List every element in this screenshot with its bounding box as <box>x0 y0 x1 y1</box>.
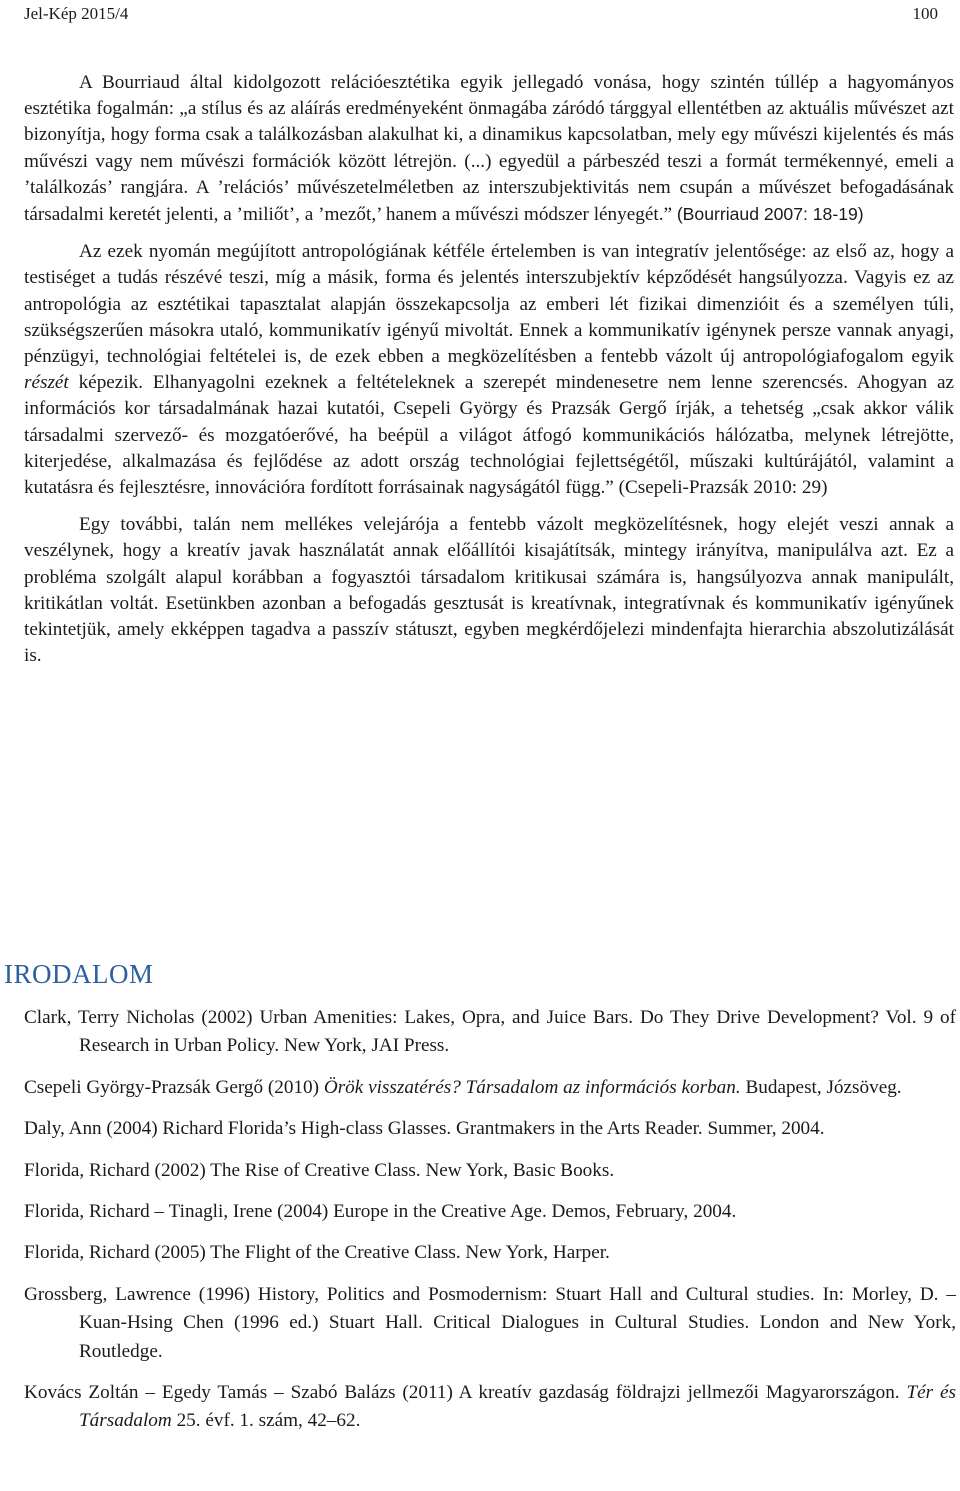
reference-part: Budapest, Józsöveg. <box>740 1076 902 1098</box>
main-text <box>24 70 954 680</box>
paragraph-2-part-b: képezik. Elhanyagolni ezeknek a feltételeknek a szerepét mindenesetre nem lenne szerencsés. Ahogyan az információs kor társadalmának hazai kutatói, Csepeli György és Prazsák Gergő írják, a tehetség „csak akkor válik társadalmi szervező- és mozgatóerővé, ha beépül a világot átfogó kommunikációs hálózatba, melynek létrejötte, kiterjedése, alkalmazása és fejlődése az adott ország technológiai fejlettségétől, műszaki kultúrájától, valamint a kutatásra és fejlesztésre, innovációra fordított forrásainak nagyságától függ.” (Csepeli-Prazsák 2010: 29) <box>24 372 954 499</box>
reference-part: Csepeli György-Prazsák Gergő (2010) <box>24 1076 324 1098</box>
page-number: 100 <box>912 4 938 23</box>
reference-part: Kovács Zoltán – Egedy Tamás – Szabó Balázs (2011) A kreatív gazdaság földrajzi jellmezői Magyarországon. <box>24 1382 907 1404</box>
reference-entry: Florida, Richard (2005) The Flight of the Creative Class. New York, Harper. <box>24 1242 610 1264</box>
reference-entry: Florida, Richard (2002) The Rise of Creative Class. New York, Basic Books. <box>24 1159 615 1181</box>
reference-entry: Grossberg, Lawrence (1996) History, Politics and Posmodernism: Stuart Hall and Cultural studies. In: Morley, D. – Kuan-Hsing Chen (1996 ed.) Stuart Hall. Critical Dialogues in Cultural Studies. London and New York, Routledge. <box>24 1283 956 1362</box>
paragraph-2 <box>24 239 954 501</box>
paragraph-3: Egy további, talán nem mellékes velejárója a fentebb vázolt megközelítésnek, hogy elejét veszi annak a veszélynek, hogy a kreatív javak használatát annak előállítói kisajátítsák, mintegy irányítva, manipulálva azt. Ez a probléma szolgált alapul korábban a fogyasztói társadalom kritikusai számára is, hangsúlyozva annak manipulált, kritikátlan voltát. Esetünkben azonban a befogadás gesztusát is kreatívnak, integratívnak és kommunikatív igényűnek tekintetjük, amely ekképpen tagadva a passzív státuszt, egyben megkérdőjelezi mindenfajta hierarchia abszolutizálását is. <box>24 514 954 667</box>
bourriaud-quote: A Bourriaud által kidolgozott relációesztétika egyik jellegadó vonása, hogy szintén túllép a hagyományos esztétika fogalmán: „a stílus és az aláírás eredményeként önmagába záródó tárggyal ellentétben az aktuális művészet azt bizonyítja, hogy forma csak a találkozásban alakulhat ki, a dinamikus kapcsolatban, mely egy művészi kijelentés és más művészi vagy nem művészi formációk között létrejön. (...) egyedül a párbeszéd teszi a formát termékennyé, emeli a ’találkozás’ rangjára. A ’relációs’ művészetelméletben az interszubjektivitás nem csupán a művészet befogadásának társadalmi keretét jelenti, a ’miliőt’, a ’mezőt,’ hanem a művészi módszer lényegét.” <box>24 72 954 226</box>
reference-title-italic: Örök visszatérés? Társadalom az információs korban. <box>323 1076 741 1098</box>
journal-name: Jel-Kép 2015/4 <box>24 4 129 23</box>
reference-entry <box>24 1074 956 1102</box>
paragraph-2-italic: részét <box>24 372 69 394</box>
reference-entry: Florida, Richard – Tinagli, Irene (2004) Europe in the Creative Age. Demos, February, 2004. <box>24 1201 737 1223</box>
running-header <box>24 4 938 26</box>
paragraph-1 <box>24 70 954 228</box>
reference-part: 25. évf. 1. szám, 42–62. <box>171 1410 361 1432</box>
paragraph-2-part-a: Az ezek nyomán megújított antropológiának kétféle értelemben is van integratív jelentősége: az első az, hogy a testiséget a tudás részévé teszi, míg a másik, forma és jelentés interszubjektív képződését hangsúlyozza. Vagyis ez az antropológia az esztétikai tapasztalat alapján összekapcsolja az emberi lét fizikai dimenzióit és a személyen túli, szükségszerűen másokra utaló, kommunikatív igényű mivoltát. Ennek a kommunikatív igénynek persze vannak anyagi, pénzügyi, technológiai feltételei is, de ezek ebben a megközelítésben a fentebb vázolt új antropológiafogalom egyik <box>24 241 954 368</box>
reference-entry: Daly, Ann (2004) Richard Florida’s High-class Glasses. Grantmakers in the Arts Reader. Summer, 2004. <box>24 1118 825 1140</box>
reference-entry <box>24 1379 956 1436</box>
reference-entry: Clark, Terry Nicholas (2002) Urban Amenities: Lakes, Opra, and Juice Bars. Do They Drive Development? Vol. 9 of Research in Urban Policy. New York, JAI Press. <box>24 1007 956 1057</box>
bibliography-list <box>24 1004 956 1449</box>
reference-title-italic: Tér és Társadalom <box>79 1382 956 1432</box>
quote-citation: (Bourriaud 2007: 18-19) <box>676 204 864 225</box>
bibliography-heading: IRODALOM <box>4 959 154 989</box>
